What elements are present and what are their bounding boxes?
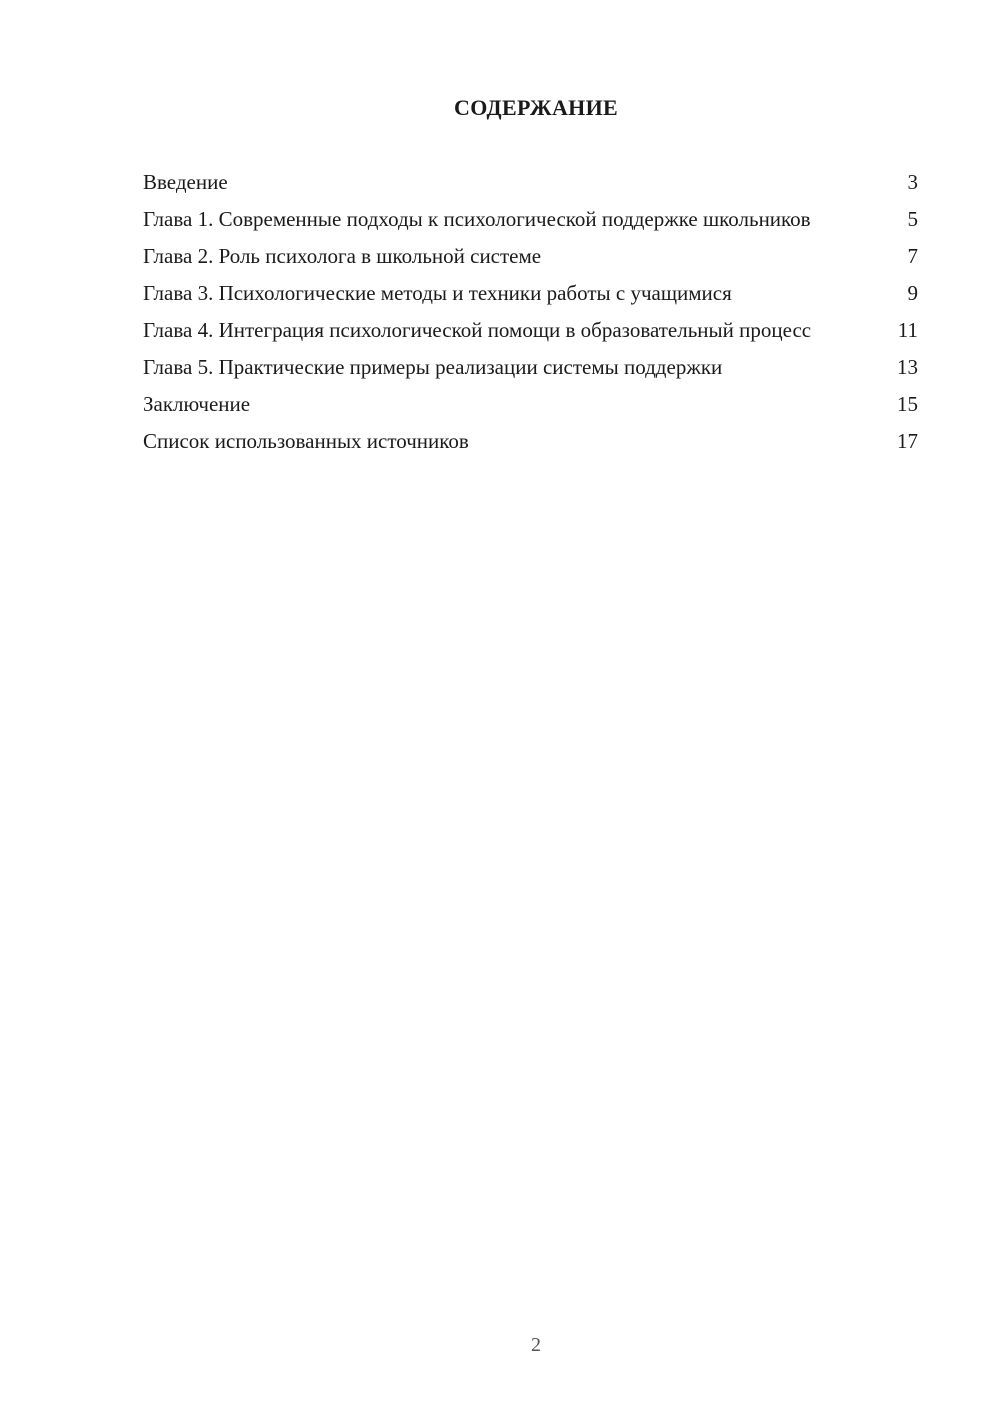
toc-entry (143, 428, 918, 455)
toc-entry-page: 13 (897, 355, 918, 379)
toc-entry (143, 317, 918, 344)
toc-entry (143, 206, 918, 233)
toc-entry (143, 169, 918, 196)
toc-entry-page: 7 (907, 244, 918, 268)
toc-entry-page: 11 (897, 318, 918, 342)
table-of-contents (143, 169, 918, 465)
toc-entry-title: Глава 4. Интеграция психологической помощи в образовательный процесс (143, 318, 812, 342)
toc-entry (143, 354, 918, 381)
toc-entry-page: 15 (897, 392, 918, 416)
toc-entry-title: Глава 1. Современные подходы к психологической поддержке школьников (143, 207, 811, 231)
toc-entry-page: 9 (907, 281, 918, 305)
toc-entry-title: Глава 2. Роль психолога в школьной системе (143, 244, 542, 268)
toc-entry-page: 5 (907, 207, 918, 231)
toc-entry-title: Заключение (143, 392, 251, 416)
toc-entry-title: Глава 3. Психологические методы и техники работы с учащимися (143, 281, 732, 305)
toc-entry-page: 3 (907, 170, 918, 194)
toc-entry (143, 391, 918, 418)
toc-entry-title: Введение (143, 170, 228, 194)
toc-entry (143, 280, 918, 307)
page-number: 2 (531, 1334, 541, 1356)
toc-entry-title: Глава 5. Практические примеры реализации системы поддержки (143, 355, 723, 379)
page-title: СОДЕРЖАНИЕ (454, 95, 618, 120)
toc-entry-title: Список использованных источников (143, 429, 469, 453)
toc-entry-page: 17 (897, 429, 918, 453)
toc-entry (143, 243, 918, 270)
